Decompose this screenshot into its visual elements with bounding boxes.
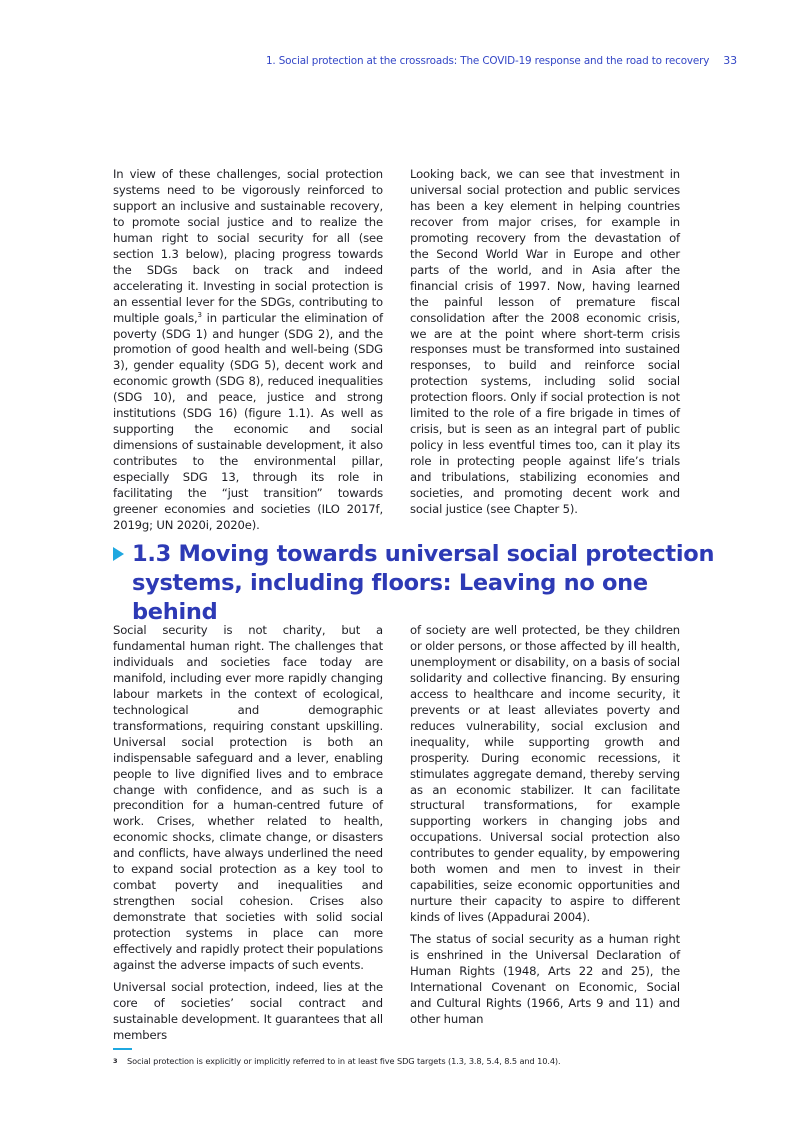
paragraph: of society are well protected, be they children or older persons, or those affected by ill health, unemployment or disability, on a basis of social solidarity and collective financing. By ensuring access to healthcare and income security, it prevents or at least alleviates poverty and reduces vulnerability, social exclusion and inequality, while supporting growth and prosperity. During economic recessions, it stimulates aggregate demand, thereby serving as an economic stabilizer. It can facilitate structural transformations, for example supporting workers in changing jobs and occupations. Universal social protection also contributes to gender equality, by empowering both women and men to invest in their capabilities, seize economic opportunities and nurture their capacity to aspire to different kinds of lives (Appadurai 2004). [410,623,680,925]
running-header [266,54,737,67]
bottom-right-column [410,623,680,1028]
paragraph: Social security is not charity, but a fundamental human right. The challenges that individuals and societies face today are manifold, including ever more rapidly changing labour markets in the context of ecological, technological and demographic transformations, requiring constant upskilling. Universal social protection is both an indispensable safeguard and a lever, enabling people to live dignified lives and to embrace change with confidence, and as such is a precondition for a human-centred future of work. Crises, whether related to health, economic shocks, climate change, or disasters and conflicts, have always underlined the need to expand social protection as a key tool to combat poverty and inequalities and strengthen social cohesion. Crises also demonstrate that societies with solid social protection systems in place can more effectively and rapidly protect their populations against the adverse impacts of such events. [113,623,383,973]
footnote-divider [113,1048,132,1050]
top-right-column [410,167,680,518]
bottom-left-column [113,623,383,1044]
footnote-text: Social protection is explicitly or implicitly referred to in at least five SDG targets (1.3, 3.8, 5.4, 8.5 and 10.4). [127,1056,561,1066]
paragraph: The status of social security as a human right is enshrined in the Universal Declaration of Human Rights (1948, Arts 22 and 25), the International Covenant on Economic, Social and Cultural Rights (1966, Arts 9 and 11) and other human [410,932,680,1026]
section-heading [113,540,733,627]
paragraph-text: In view of these challenges, social protection systems need to be vigorously reinforced to support an inclusive and sustainable recovery, to promote social justice and to realize the human right to social security for all (see section 1.3 below), placing progress towards the SDGs back on track and indeed accelerating it. Investing in social protection is an essential lever for the SDGs, contributing to multiple goals, [113,167,383,325]
paragraph-text-cont: in particular the elimination of poverty (SDG 1) and hunger (SDG 2), and the promotion of good health and well-being (SDG 3), gender equality (SDG 5), decent work and economic growth (SDG 8), reduced inequalities (SDG 10), and peace, justice and strong institutions (SDG 16) (figure 1.1). As well as supporting the economic and social dimensions of sustainable development, it also contributes to the environmental pillar, especially SDG 13, through its role in facilitating the “just transition” towards greener economies and societies (ILO 2017f, 2019g; UN 2020i, 2020e). [113,310,383,532]
paragraph [113,167,383,534]
section-heading-line-1: 1.3 Moving towards universal social protection [132,541,715,567]
footnote-reference[interactable]: 3 [197,310,202,319]
footnote [113,1055,753,1067]
page-number: 33 [723,54,737,67]
triangle-bullet-icon [113,547,124,561]
footnote-number: 3 [113,1057,118,1065]
paragraph: Universal social protection, indeed, lies at the core of societies’ social contract and sustainable development. It guarantees that all members [113,979,383,1042]
top-left-column [113,167,383,534]
running-title: 1. Social protection at the crossroads: The COVID-19 response and the road to recovery [265,55,710,67]
section-heading-line-2: systems, including floors: Leaving no one behind [132,570,648,625]
paragraph: Looking back, we can see that investment in universal social protection and public services has been a key element in helping countries recover from major crises, for example in promoting recovery from the devastation of the Second World War in Europe and other parts of the world, and in Asia after the financial crisis of 1997. Now, having learned the painful lesson of premature fiscal consolidation after the 2008 economic crisis, we are at the point where short-term crisis responses must be transformed into sustained responses, to build and reinforce social protection systems, including solid social protection floors. Only if social protection is not limited to the role of a fire brigade in times of crisis, but is seen as an integral part of public policy in less eventful times too, can it play its role in protecting people against life’s trials and tribulations, stabilizing economies and societies, and promoting decent work and social justice (see Chapter 5). [410,167,680,517]
